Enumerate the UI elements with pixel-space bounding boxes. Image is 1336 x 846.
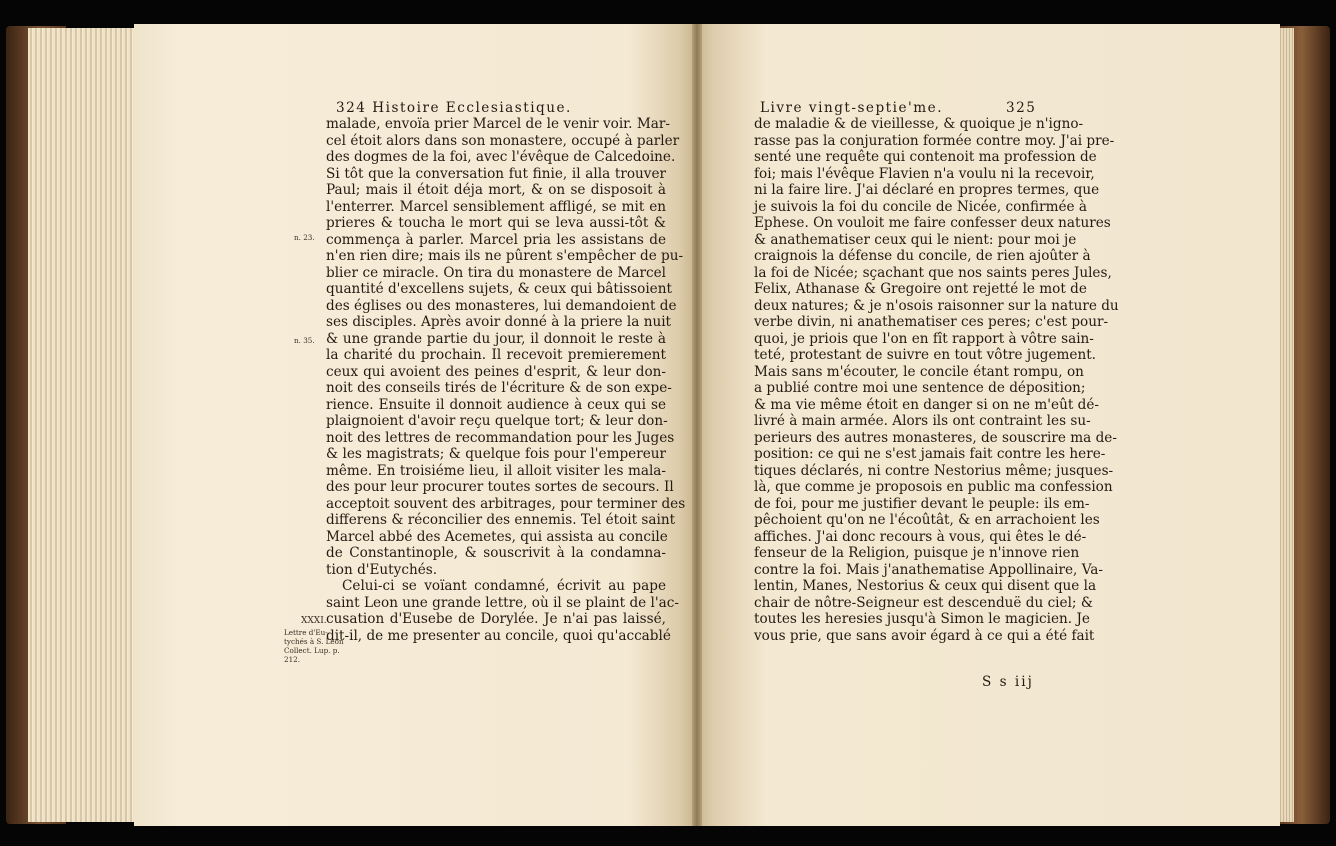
- text-line: Paul; mais il étoit déja mort, & on se disposoit à: [326, 182, 666, 198]
- margin-note-1: n. 23.: [294, 233, 315, 242]
- text-line: ses disciples. Après avoir donné à la priere la nuit: [326, 314, 672, 330]
- text-line: contre la foi. Mais j'anathematise Appollinaire, Va-: [754, 561, 1103, 578]
- text-line: craignois la défense du concile, de rien ajoûter à: [754, 248, 1091, 264]
- text-line: cel étoit alors dans son monastere, occupé à parler: [326, 132, 680, 149]
- text-line: deux natures; & je n'osois raisonner sur la nature du: [754, 297, 1119, 314]
- text-line: des églises ou des monasteres, lui demandoient de: [326, 297, 677, 314]
- text-line: differens & réconcilier des ennemis. Tel étoit saint: [326, 512, 676, 528]
- text-line: noit des lettres de recommandation pour les Juges: [326, 429, 675, 446]
- text-line: senté une requête qui contenoit ma profession de: [754, 149, 1097, 165]
- text-line: a publié contre moi une sentence de déposition;: [754, 380, 1086, 396]
- text-line: ceux qui avoient des peines d'esprit, & leur don-: [326, 363, 666, 380]
- page-number: 325: [1006, 100, 1037, 116]
- text-line: malade, envoïa prier Marcel de le venir voir. Mar-: [326, 116, 670, 132]
- text-line: prieres & toucha le mort qui se leva aussi-tôt &: [326, 215, 666, 231]
- left-page-edges: [28, 28, 138, 822]
- signature-mark: S s iij: [982, 674, 1034, 690]
- text-line: vous prie, que sans avoir égard à ce qui a été fait: [754, 627, 1095, 644]
- text-line: la foi de Nicée; sçachant que nos saints peres Jules,: [754, 264, 1112, 281]
- text-line: même. En troisiéme lieu, il alloit visiter les mala-: [326, 462, 666, 479]
- text-line: blier ce miracle. On tira du monastere de Marcel: [326, 264, 666, 281]
- left-running-header: 324 Histoire Ecclesiastique.: [336, 100, 572, 116]
- text-line: tiques déclarés, ni contre Nestorius même; jusques-: [754, 462, 1114, 479]
- text-line: Mais sans m'écouter, le concile étant rompu, on: [754, 363, 1084, 380]
- text-line: là, que comme je proposois en public ma confession: [754, 479, 1113, 495]
- text-line: commença à parler. Marcel pria les assistans de: [326, 231, 666, 248]
- text-line: verbe divin, ni anathematiser ces peres; c'est pour-: [754, 314, 1109, 330]
- section-note-line: XXXI.: [300, 616, 327, 626]
- right-running-header: Livre vingt-septie'me.: [760, 100, 944, 116]
- text-line: des pour leur procurer toutes sortes de secours. Il: [326, 479, 674, 495]
- text-line: de Constantinople, & souscrivit à la condamna-: [326, 545, 666, 561]
- text-line: & ma vie même étoit en danger si on ne m'eût dé-: [754, 396, 1099, 413]
- section-note-line: 212.: [284, 655, 301, 664]
- text-line: teté, protestant de suivre en tout vôtre jugement.: [754, 347, 1097, 363]
- text-line: dit-il, de me presenter au concile, quoi qu'accablé: [326, 627, 671, 644]
- text-line: la charité du prochain. Il recevoit premierement: [326, 347, 666, 363]
- text-line: & les magistrats; & quelque fois pour l'empereur: [326, 446, 666, 462]
- text-line: & une grande partie du jour, il donnoit le reste à: [326, 330, 666, 347]
- text-line: plaignoient d'avoir reçu quelque tort; & leur don-: [326, 413, 668, 429]
- text-line: affiches. J'ai donc recours à vous, qui êtes le dé-: [754, 528, 1087, 545]
- section-note-line: Lettre d'Eu-: [284, 628, 328, 637]
- margin-note-2: n. 35.: [294, 336, 315, 345]
- text-line: lentin, Manes, Nestorius & ceux qui disent que la: [754, 578, 1097, 594]
- text-line: & anathematiser ceux qui le nient: pour moi je: [754, 231, 1077, 248]
- text-line: quoi, je priois que l'on en fît rapport à vôtre sain-: [754, 330, 1094, 347]
- text-line: pêchoient qu'on ne l'écoûtât, & en arrachoient les: [754, 512, 1100, 528]
- left-page-text: [326, 116, 686, 644]
- text-line: fenseur de la Religion, puisque je n'innove rien: [754, 545, 1080, 561]
- text-line: perieurs des autres monasteres, de souscrire ma de-: [754, 429, 1117, 446]
- section-margin-note: [284, 617, 344, 664]
- text-line: saint Leon une grande lettre, où il se plaint de l'ac-: [326, 594, 679, 611]
- text-line: toutes les heresies jusqu'à Simon le magicien. Je: [754, 611, 1090, 627]
- text-line: des dogmes de la foi, avec l'évêque de Calcedoine.: [326, 149, 676, 165]
- text-line: noit des conseils tirés de l'écriture & de son expe-: [326, 380, 672, 396]
- text-line: cusation d'Eusebe de Dorylée. Je n'ai pas laissé,: [326, 611, 666, 627]
- text-line: l'enterrer. Marcel sensiblement affligé, se mit en: [326, 198, 666, 215]
- text-line: je suivois la foi du concile de Nicée, confirmée à: [754, 198, 1088, 215]
- text-line: Si tôt que la conversation fut finie, il alla trouver: [326, 165, 666, 182]
- text-line: de maladie & de vieillesse, & quoique je n'igno-: [754, 116, 1084, 132]
- right-page-text: [754, 116, 1119, 644]
- text-line: Marcel abbé des Acemetes, qui assista au concile: [326, 528, 668, 545]
- book-gutter: [692, 24, 702, 826]
- text-line: acceptoit souvent des arbitrages, pour terminer des: [326, 495, 686, 512]
- section-note-line: tychés à S. Leon: [284, 637, 344, 646]
- text-line: foi; mais l'évêque Flavien n'a voulu ni la recevoir,: [754, 165, 1095, 182]
- text-line: chair de nôtre-Seigneur est descenduë du ciel; &: [754, 594, 1093, 611]
- text-line: position: ce qui ne s'est jamais fait contre les here-: [754, 446, 1106, 462]
- text-line: n'en rien dire; mais ils ne pûrent s'empêcher de pu-: [326, 248, 684, 264]
- text-line: rasse pas la conjuration formée contre moy. J'ai pre-: [754, 132, 1115, 149]
- text-line: Felix, Athanase & Gregoire ont rejetté le mot de: [754, 281, 1087, 297]
- text-line: Ephese. On vouloit me faire confesser deux natures: [754, 215, 1111, 231]
- text-line: de foi, pour me justifier devant le peuple: ils em-: [754, 495, 1090, 512]
- text-line: livré à main armée. Alors ils ont contraint les su-: [754, 413, 1091, 429]
- section-note-line: Collect. Lup. p.: [284, 646, 340, 655]
- text-line: ni la faire lire. J'ai déclaré en propres termes, que: [754, 182, 1100, 198]
- text-line: tion d'Eutychés.: [326, 561, 438, 578]
- text-line: quantité d'excellens sujets, & ceux qui bâtissoient: [326, 281, 672, 297]
- text-line: rience. Ensuite il donnoit audience à ceux qui se: [326, 396, 666, 413]
- text-line: Celui-ci se voïant condamné, écrivit au pape: [342, 578, 666, 594]
